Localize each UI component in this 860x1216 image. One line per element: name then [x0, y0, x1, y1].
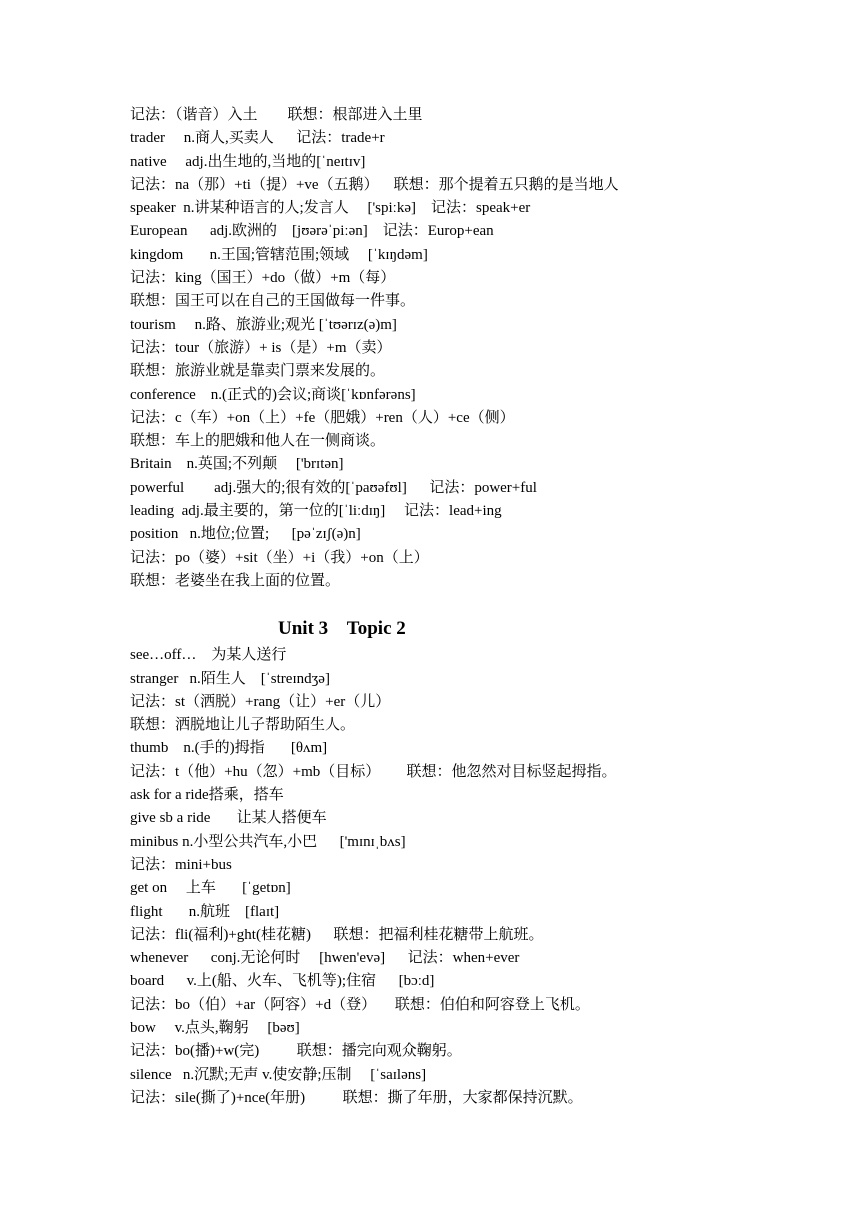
vocab-line: whenever conj.无论何时 [hwen'evə] 记法：when+ever: [130, 950, 520, 967]
vocab-line: 联想：洒脱地让儿子帮助陌生人。: [130, 717, 356, 734]
vocab-line: Britain n.英国;不列颠 ['brɪtən]: [130, 456, 344, 473]
vocab-line: 记法：t（他）+hu（忽）+mb（目标） 联想：他忽然对目标竖起拇指。: [130, 763, 617, 780]
vocab-line: position n.地位;位置; [pəˈzɪʃ(ə)n]: [130, 526, 361, 543]
vocab-line: 联想：老婆坐在我上面的位置。: [130, 572, 341, 589]
vocab-line: 记法：po（婆）+sit（坐）+i（我）+on（上）: [130, 549, 429, 566]
vocab-line: thumb n.(手的)拇指 [θʌm]: [130, 740, 328, 757]
vocab-line: ask for a ride搭乘，搭车: [130, 787, 284, 804]
document-page: [130, 104, 830, 1110]
vocab-line: bow v.点头,鞠躬 [bəʊ]: [130, 1019, 300, 1036]
vocab-line: give sb a ride 让某人搭便车: [130, 810, 327, 827]
vocab-line: 记法：c（车）+on（上）+fe（肥娥）+ren（人）+ce（侧）: [130, 409, 515, 426]
vocab-line: 联想：国王可以在自己的王国做每一件事。: [130, 293, 416, 310]
vocab-line: minibus n.小型公共汽车,小巴 ['mɪnɪˌbʌs]: [130, 833, 406, 850]
vocab-line: board v.上(船、火车、飞机等);住宿 [bɔːd]: [130, 973, 435, 990]
vocab-line: see…off… 为某人送行: [130, 647, 287, 664]
vocab-line: European adj.欧洲的 [jʊərəˈpiːən] 记法：Europ+ean: [130, 223, 494, 240]
vocab-line: get on 上车 [ˈgetɒn]: [130, 880, 291, 897]
vocab-line: 记法：bo(播)+w(完) 联想：播完向观众鞠躬。: [130, 1043, 462, 1060]
vocab-line: conference n.(正式的)会议;商谈[ˈkɒnfərəns]: [130, 386, 416, 403]
vocab-line: 记法：na（那）+ti（提）+ve（五鹅） 联想：那个提着五只鹅的是当地人: [130, 176, 619, 193]
vocab-line: 联想：车上的肥娥和他人在一侧商谈。: [130, 433, 386, 450]
vocab-line: speaker n.讲某种语言的人;发言人 ['spiːkə] 记法：speak+er: [130, 200, 531, 217]
vocab-line: 记法：sile(撕了)+nce(年册) 联想：撕了年册，大家都保持沉默。: [130, 1089, 583, 1106]
vocab-line: 记法：mini+bus: [130, 856, 232, 873]
vocab-line: 记法：（谐音）入土 联想：根部进入土里: [130, 107, 423, 123]
vocab-line: 联想：旅游业就是靠卖门票来发展的。: [130, 363, 386, 380]
vocab-line: trader n.商人,买卖人 记法：trade+r: [130, 130, 385, 147]
vocab-line: kingdom n.王国;管辖范围;领域 [ˈkɪŋdəm]: [130, 246, 428, 263]
vocab-line: tourism n.路、旅游业;观光 [ˈtʊərɪz(ə)m]: [130, 316, 397, 333]
vocab-line: 记法：bo（伯）+ar（阿容）+d（登） 联想：伯伯和阿容登上飞机。: [130, 996, 590, 1013]
vocab-line: native adj.出生地的,当地的[ˈneɪtɪv]: [130, 153, 366, 170]
vocab-line: 记法：tour（旅游）+ is（是）+m（卖）: [130, 339, 392, 356]
vocab-line: leading adj.最主要的，第一位的[ˈliːdɪŋ] 记法：lead+ing: [130, 503, 502, 520]
vocab-line: 记法：king（国王）+do（做）+m（每）: [130, 270, 396, 287]
section-heading: Unit 3 Topic 2: [278, 618, 406, 640]
vocab-line: powerful adj.强大的;很有效的[ˈpaʊəfʊl] 记法：power+ful: [130, 479, 537, 496]
vocab-line: flight n.航班 [flaɪt]: [130, 903, 280, 920]
vocab-section-unit3-topic1: [130, 104, 830, 593]
vocab-line: 记法：fli(福利)+ght(桂花糖) 联想：把福利桂花糖带上航班。: [130, 926, 544, 943]
vocab-line: stranger n.陌生人 [ˈstreɪndʒə]: [130, 670, 330, 687]
section-spacer: [130, 593, 830, 615]
vocab-line: silence n.沉默;无声 v.使安静;压制 [ˈsaɪləns]: [130, 1066, 427, 1083]
vocab-section-unit3-topic2: [130, 615, 830, 1110]
vocab-line: 记法：st（洒脱）+rang（让）+er（儿）: [130, 693, 391, 710]
